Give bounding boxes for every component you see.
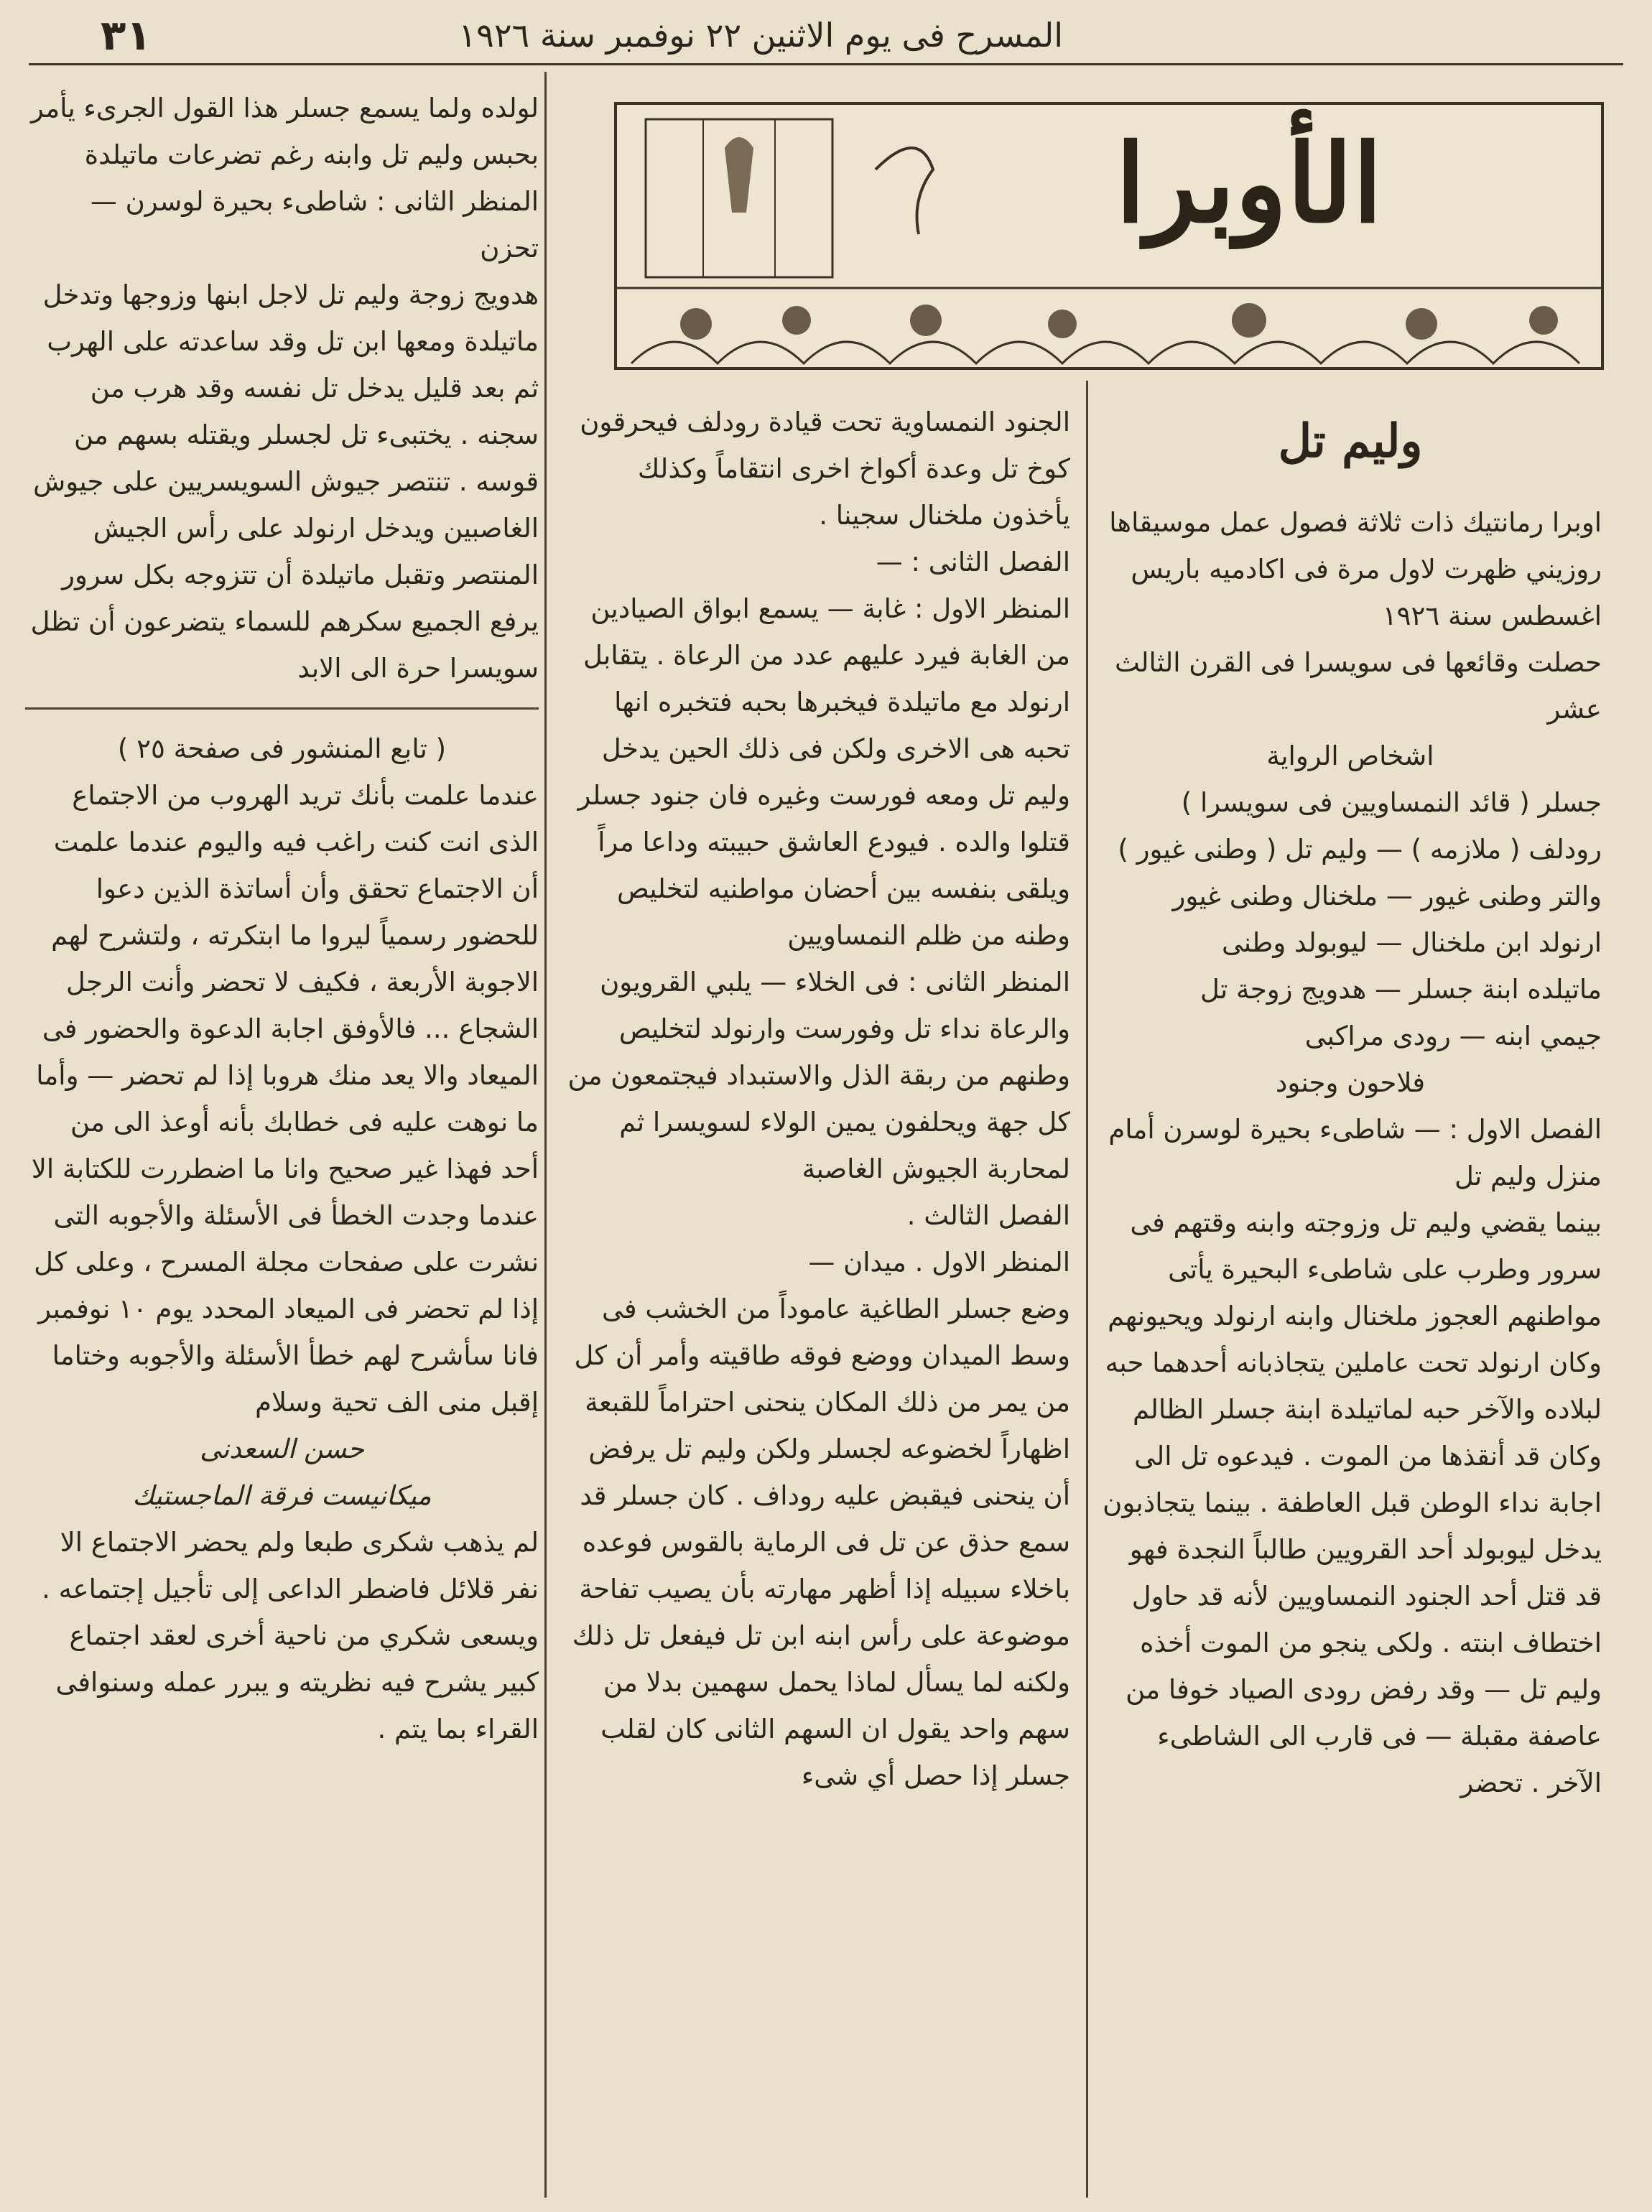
intro-paragraph: اوبرا رمانتيك ذات ثلاثة فصول عمل موسيقاها روزيني ظهرت لاول مرة فى اكادميه باريس اغسطس سنة ١٩٢٦	[1109, 507, 1602, 631]
character-line: جيمي ابنه — رودى مراكبى	[1304, 1021, 1602, 1051]
character-line: رودلف ( ملازمه ) — وليم تل ( وطنى غيور )	[1118, 834, 1602, 865]
character-line: ارنولد ابن ملخنال — ليوبولد وطنى	[1221, 927, 1602, 958]
scene-text: وضع جسلر الطاغية عاموداً من الخشب فى وسط الميدان ووضع فوقه طاقيته وأمر أن كل من يمر من ذلك المكان ينحنى احتراماً للقبعة اظهاراً لخضوعه لجسلر ولكن وليم تل يرفض أن ينحنى فيقبض عليه روداف . كان جسلر قد سمع حذق عن تل فى الرماية بالقوس فوعده باخلاء سبيله إذا أظهر مهارته بأن يصيب تفاحة موضوعة على رأس ابنه ابن تل فيفعل تل ذلك ولكنه لما يسأل لماذا يحمل سهمين بدلا من سهم واحد يقول ان السهم الثانى كان لقلب جسلر إذا حصل أي شىء	[572, 1293, 1070, 1791]
scene-heading: المنظر الثانى : شاطىء بحيرة لوسرن — تحزن	[90, 186, 539, 264]
header-rule	[29, 63, 1623, 65]
setting-paragraph: حصلت وقائعها فى سويسرا فى القرن الثالث عشر	[1114, 647, 1602, 725]
opera-banner	[614, 102, 1604, 370]
column-divider	[1086, 381, 1088, 2198]
character-line: جسلر ( قائد النمساويين فى سويسرا )	[1181, 787, 1602, 818]
continued-text: الجنود النمساوية تحت قيادة رودلف فيحرقون كوخ تل وعدة أكواخ اخرى انتقاماً وكذلك يأخذون ملخنال سجينا .	[580, 406, 1070, 531]
signature-name: حسن السعدنى	[200, 1433, 364, 1464]
scene-heading: المنظر الثانى : فى الخلاء — يلبي القرويون	[600, 967, 1070, 998]
page-number: ٣١	[101, 11, 152, 60]
scene-heading: المنظر الاول . ميدان —	[808, 1247, 1070, 1278]
extras-line: فلاحون وجنود	[1275, 1067, 1426, 1098]
page-header	[43, 11, 1609, 60]
character-line: والتر وطنى غيور — ملخنال وطنى غيور	[1172, 880, 1602, 911]
characters-heading: اشخاص الرواية	[1266, 740, 1434, 771]
act-heading: الفصل الثانى : —	[876, 547, 1070, 577]
character-line: ماتيلده ابنة جسلر — هدويج زوجة تل	[1199, 974, 1602, 1005]
act-heading: الفصل الاول : — شاطىء بحيرة لوسرن أمام منزل وليم تل	[1108, 1114, 1602, 1191]
scene-text: هدويج زوجة وليم تل لاجل ابنها وزوجها وتدخل ماتيلدة ومعها ابن تل وقد ساعدته على الهرب ثم بعد قليل يدخل تل نفسه وقد هرب من سجنه . يختبىء تل لجسلر ويقتله بسهم من قوسه . تنتصر جيوش السويسريين على جيوش الغاصبين ويدخل ارنولد على رأس الجيش المنتصر وتقبل ماتيلدة أن تتزوجه بكل سرور يرفع الجميع سكرهم للسماء يتضرعون أن تظل سويسرا حرة الى الابد	[30, 279, 539, 684]
act-heading: الفصل الثالث .	[906, 1200, 1070, 1231]
closing-paragraph: لم يذهب شكرى طبعا ولم يحضر الاجتماع الا نفر قلائل فاضطر الداعى إلى تأجيل إجتماعه . ويسعى شكري من ناحية أخرى لعقد اجتماع كبير يشرح فيه نظريته و يبرر عمله وسنوافى القراء بما يتم .	[42, 1527, 539, 1744]
scene-text: من الغابة فيرد عليهم عدد من الرعاة . يتقابل ارنولد مع ماتيلدة فيخبرها بحبه فتخبره انها تحبه هى الاخرى ولكن فى ذلك الحين يدخل وليم تل ومعه فورست وغيره فان جنود جسلر قتلوا والده . فيودع العاشق حبيبته وداعا مراً ويلقى بنفسه بين أحضان مواطنيه لتخليص وطنه من ظلم النمساويين	[577, 640, 1070, 951]
scene-text: والرعاة نداء تل وفورست وارنولد لتخليص وطنهم من ربقة الذل والاستبداد فيجتمعون من كل جهة ويحلفون يمين الولاء لسويسرا ثم لمحاربة الجيوش الغاصبة	[567, 1013, 1070, 1184]
continued-text: لولده ولما يسمع جسلر هذا القول الجرىء يأمر بحبس وليم تل وابنه رغم تضرعات ماتيلدة	[30, 93, 539, 170]
section-rule	[25, 707, 539, 710]
scene-heading: المنظر الاول : غابة — يسمع ابواق الصيادين	[590, 593, 1070, 624]
act-text: بينما يقضي وليم تل وزوجته وابنه وقتهم فى سرور وطرب على شاطىء البحيرة يأتى مواطنهم العجوز ملخنال وابنه ارنولد ويحيونهم وكان ارنولد تحت عاملين يتجاذبانه أحدهما حبه لبلاده والآخر حبه لماتيلدة ابنة جسلر الظالم وكان قد أنقذها من الموت . فيدعوه تل الى اجابة نداء الوطن قبل العاطفة . بينما يتجاذبون يدخل ليوبولد أحد القرويين طالباً النجدة فهو قد قتل أحد الجنود النمساويين لأنه قد حاول اختطاف ابنته . ولكى ينجو من الموت أخذه وليم تل — وقد رفض رودى الصياد خوفا من عاصفة مقبلة — فى قارب الى الشاطىء الآخر . تحضر	[1103, 1207, 1602, 1798]
signature-title: ميكانيست فرقة الماجستيك	[132, 1480, 432, 1511]
article-title: وليم تل	[1278, 414, 1423, 468]
column-divider	[544, 72, 547, 2198]
left-column	[25, 85, 539, 1752]
middle-column	[560, 399, 1070, 1799]
issue-date-line: المسرح فى يوم الاثنين ٢٢ نوفمبر سنة ١٩٢٦	[458, 16, 1063, 55]
right-column	[1099, 373, 1602, 1806]
followup-heading: ( تابع المنشور فى صفحة ٢٥ )	[117, 733, 447, 764]
banner-title: الأوبرا	[1115, 121, 1383, 247]
followup-letter: عندما علمت بأنك تريد الهروب من الاجتماع الذى انت كنت راغب فيه واليوم عندما علمت أن الاجتماع تحقق وأن أساتذة الذين دعوا للحضور رسمياً ليروا ما ابتكرته ، ولتشرح لهم الاجوبة الأربعة ، فكيف لا تحضر وأنت الرجل الشجاع ... فالأوفق اجابة الدعوة والحضور فى الميعاد والا يعد منك هروبا إذا لم تحضر — وأما ما نوهت عليه فى خطابك بأنه أوعذ الى من أحد فهذا غير صحيح وانا ما اضطررت للكتابة الا عندما وجدت الخطأ فى الأسئلة والأجوبه التى نشرت على صفحات مجلة المسرح ، وعلى كل إذا لم تحضر فى الميعاد المحدد يوم ١٠ نوفمبر فانا سأشرح لهم خطأ الأسئلة والأجوبه وختاما إقبل منى الف تحية وسلام	[31, 780, 539, 1418]
